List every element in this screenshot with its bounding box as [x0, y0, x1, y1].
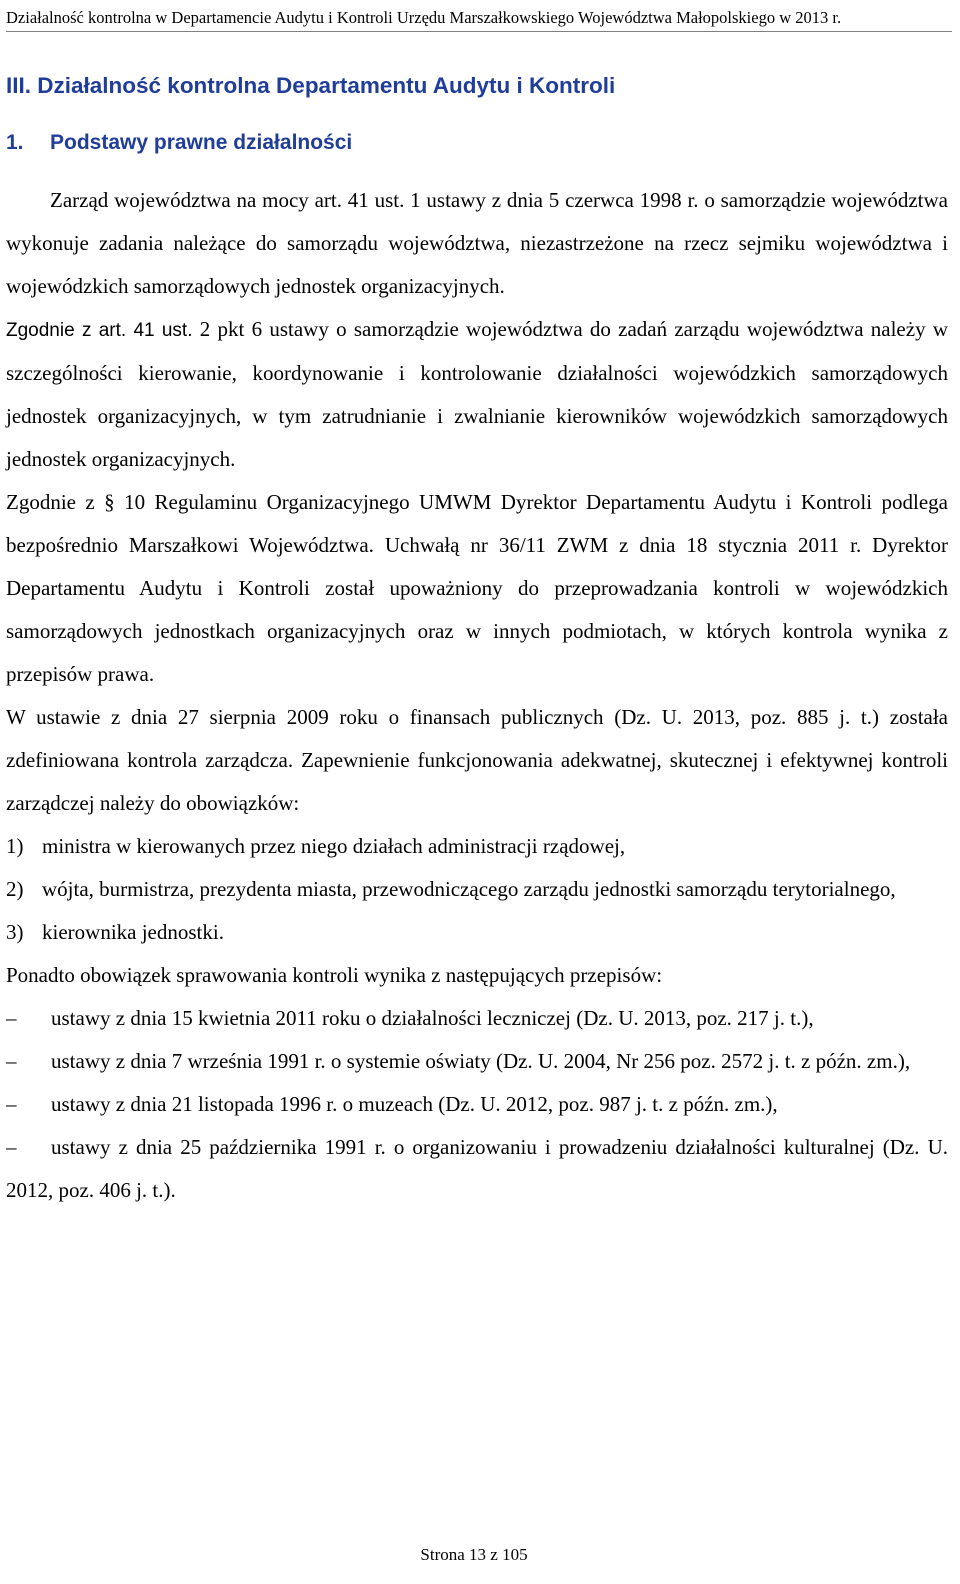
item-number: 2)	[6, 877, 24, 901]
item-number: 3)	[6, 920, 24, 944]
dash-item-text: ustawy z dnia 25 października 1991 r. o organizowaniu i prowadzeniu działalności kulturalnej (Dz. U. 2012, poz. 406 j. t.).	[6, 1135, 948, 1202]
item-text: ministra w kierowanych przez niego działach administracji rządowej,	[42, 834, 626, 858]
numbered-item	[6, 911, 948, 954]
numbered-item	[6, 825, 948, 868]
paragraph-1: Zarząd województwa na mocy art. 41 ust. 1 ustawy z dnia 5 czerwca 1998 r. o samorządzie województwa wykonuje zadania należące do samorządu województwa, niezastrzeżone na rzecz sejmiku województwa i wojewódzkich samorządowych jednostek organizacyjnych.	[6, 188, 948, 298]
paragraph-3: Zgodnie z § 10 Regulaminu Organizacyjnego UMWM Dyrektor Departamentu Audytu i Kontroli podlega bezpośrednio Marszałkowi Województwa. Uchwałą nr 36/11 ZWM z dnia 18 stycznia 2011 r. Dyrektor Departamentu Audytu i Kontroli został upoważniony do przeprowadzania kontroli w wojewódzkich samorządowych jednostkach organizacyjnych oraz w innych podmiotach, w których kontrola wynika z przepisów prawa.	[6, 490, 948, 686]
numbered-item	[6, 868, 948, 911]
dash-marker: –	[6, 1135, 17, 1159]
paragraph-2	[6, 308, 948, 481]
paragraph-2-lead: Zgodnie z art. 41 ust.	[6, 320, 193, 341]
dash-item-text: ustawy z dnia 7 września 1991 r. o systemie oświaty (Dz. U. 2004, Nr 256 poz. 2572 j. t. z późn. zm.),	[51, 1049, 911, 1073]
item-text: kierownika jednostki.	[42, 920, 224, 944]
section-title: III. Działalność kontrolna Departamentu Audytu i Kontroli	[6, 73, 616, 98]
dash-item-text: ustawy z dnia 21 listopada 1996 r. o muzeach (Dz. U. 2012, poz. 987 j. t. z późn. zm.),	[51, 1092, 778, 1116]
document-body	[6, 179, 948, 1212]
item-text: wójta, burmistrza, prezydenta miasta, przewodniczącego zarządu jednostki samorządu terytorialnego,	[42, 877, 896, 901]
dash-list-item	[6, 1040, 948, 1083]
dash-list-item	[6, 1083, 948, 1126]
subsection-title-text: Podstawy prawne działalności	[50, 131, 353, 154]
subsection-title	[6, 131, 352, 155]
header-divider	[6, 31, 952, 32]
item-number: 1)	[6, 834, 24, 858]
dash-marker: –	[6, 1049, 17, 1073]
paragraph-4: W ustawie z dnia 27 sierpnia 2009 roku o finansach publicznych (Dz. U. 2013, poz. 885 j. t.) została zdefiniowana kontrola zarządcza. Zapewnienie funkcjonowania adekwatnej, skutecznej i efektywnej kontroli zarządczej należy do obowiązków:	[6, 705, 948, 815]
dash-marker: –	[6, 1092, 17, 1116]
subsection-number: 1.	[6, 131, 24, 154]
running-header: Działalność kontrolna w Departamencie Audytu i Kontroli Urzędu Marszałkowskiego Województwa Małopolskiego w 2013 r.	[6, 8, 842, 27]
dash-list-item	[6, 1126, 948, 1212]
dash-list-item	[6, 997, 948, 1040]
paragraph-2-rest: 2 pkt 6 ustawy o samorządzie województwa do zadań zarządu województwa należy w szczególności kierowanie, koordynowanie i kontrolowanie działalności wojewódzkich samorządowych jednostek organizacyjnych, w tym zatrudnianie i zwalnianie kierowników wojewódzkich samorządowych jednostek organizacyjnych.	[6, 317, 948, 471]
paragraph-5: Ponadto obowiązek sprawowania kontroli wynika z następujących przepisów:	[6, 963, 663, 987]
page-number: Strona 13 z 105	[420, 1545, 528, 1564]
dash-marker: –	[6, 1006, 17, 1030]
dash-item-text: ustawy z dnia 15 kwietnia 2011 roku o działalności leczniczej (Dz. U. 2013, poz. 217 j. t.),	[51, 1006, 814, 1030]
